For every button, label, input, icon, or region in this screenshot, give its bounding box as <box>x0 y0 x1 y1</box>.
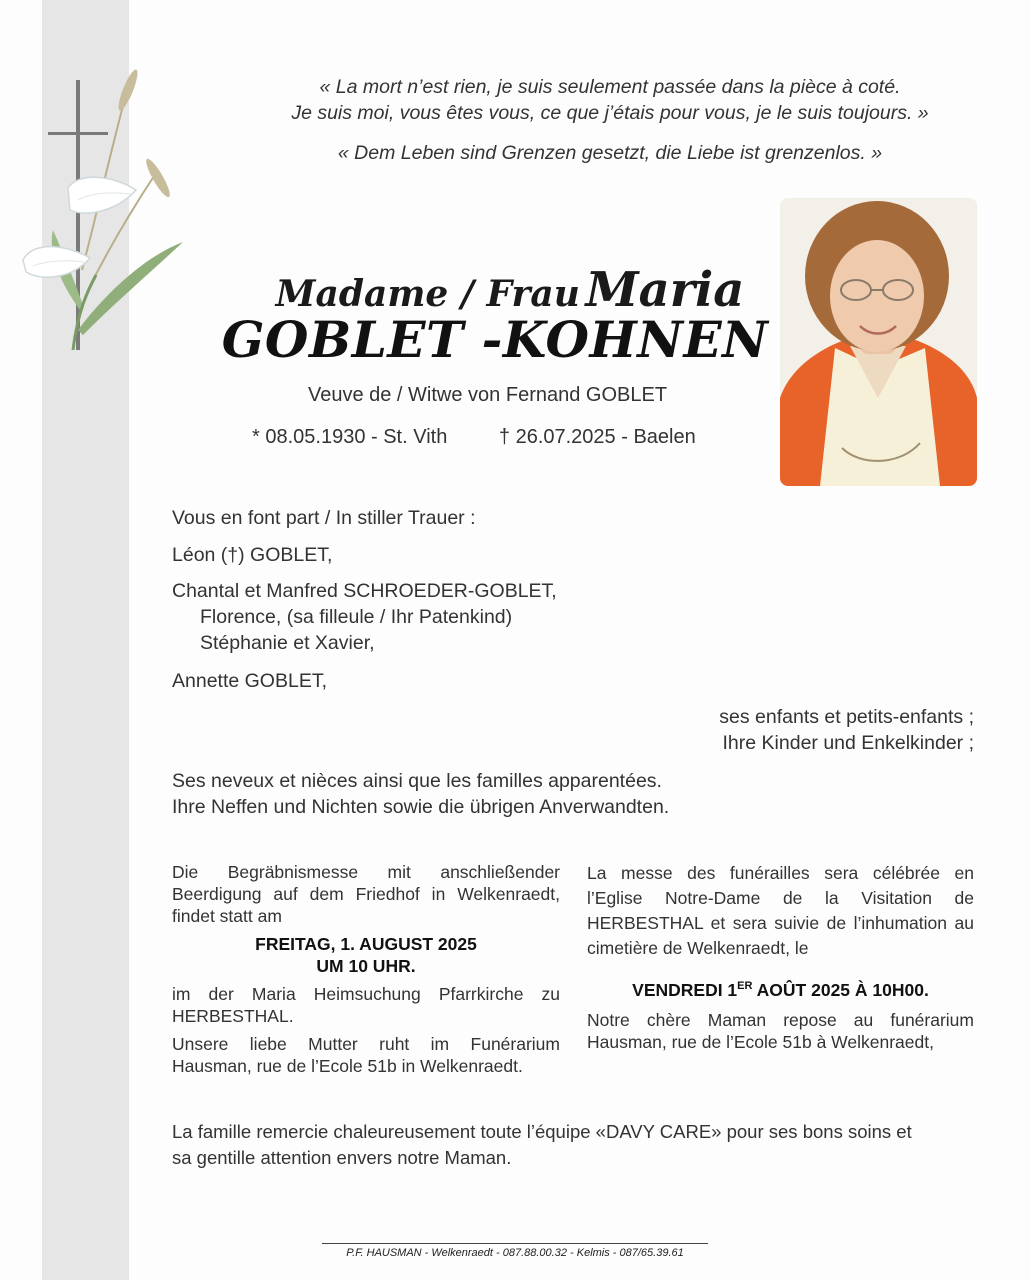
german-column <box>172 861 560 1077</box>
french-service-text: La messe des funérailles sera célébrée en l’Eglise Notre-Dame de la Visitation de HERBESTHAL et sera suivie de l’inhumation au cimetière de Welkenraedt, le <box>587 863 974 958</box>
french-service-date <box>587 975 974 1001</box>
portrait-photo <box>780 198 977 486</box>
french-funerarium-text: Notre chère Maman repose au funérarium Hausman, rue de l’Ecole 51b à Welkenraedt, <box>587 1009 974 1052</box>
children-fr: ses enfants et petits-enfants ; <box>719 706 974 728</box>
widow-of: Veuve de / Witwe von Fernand GOBLET <box>307 384 668 406</box>
german-service-text: Die Begräbnismesse mit anschließender Beerdigung auf dem Friedhof in Welkenraedt, findet statt am <box>172 862 560 926</box>
german-church-text: im der Maria Heimsuchung Pfarrkirche zu HERBESTHAL. <box>172 984 560 1026</box>
family-line-annette: Annette GOBLET, <box>172 670 328 692</box>
french-date-superscript: ER <box>737 980 753 992</box>
relatives-de: Ihre Neffen und Nichten sowie die übrigen Anverwandten. <box>172 796 670 818</box>
german-date: FREITAG, 1. AUGUST 2025 <box>255 934 477 954</box>
family-line-leon: Léon (†) GOBLET, <box>172 544 333 566</box>
name-prefix: Madame / Frau <box>275 273 580 315</box>
family-line-stephanie: Stéphanie et Xavier, <box>200 632 375 654</box>
french-quote-line-1: « La mort n’est rien, je suis seulement passée dans la pièce à coté. <box>319 76 901 98</box>
french-quote-line-2: Je suis moi, vous êtes vous, ce que j’étais pour vous, je le suis toujours. » <box>291 102 929 124</box>
footer-divider <box>322 1243 708 1244</box>
german-quote: « Dem Leben sind Grenzen gesetzt, die Liebe ist grenzenlos. » <box>337 142 883 164</box>
life-dates <box>252 426 696 449</box>
children-de: Ihre Kinder und Enkelkinder ; <box>722 732 974 754</box>
german-service-date <box>172 933 560 977</box>
first-name: Maria <box>585 262 745 318</box>
birth-date: * 08.05.1930 - St. Vith <box>252 426 448 448</box>
french-quote <box>200 74 1020 126</box>
german-time: UM 10 UHR. <box>316 956 416 976</box>
thanks-line-2: sa gentille attention envers notre Maman. <box>172 1147 512 1168</box>
family-line-chantal: Chantal et Manfred SCHROEDER-GOBLET, <box>172 580 557 602</box>
family-intro: Vous en font part / In stiller Trauer : <box>172 507 476 529</box>
french-date-part-2: AOÛT 2025 À 10H00. <box>752 979 929 1000</box>
cross-lily-icon <box>18 60 193 360</box>
family-line-florence: Florence, (sa filleule / Ihr Patenkind) <box>200 606 513 628</box>
french-column <box>587 861 974 1053</box>
footer-contact: P.F. HAUSMAN - Welkenraedt - 087.88.00.32 - Kelmis - 087/65.39.61 <box>346 1247 684 1259</box>
surname: GOBLET -KOHNEN <box>221 310 769 369</box>
relatives-fr: Ses neveux et nièces ainsi que les familles apparentées. <box>172 770 662 792</box>
death-date: † 26.07.2025 - Baelen <box>498 426 696 448</box>
german-funerarium-text: Unsere liebe Mutter ruht im Funérarium Hausman, rue de l’Ecole 51b in Welkenraedt. <box>172 1034 560 1076</box>
french-date-part-1: VENDREDI 1 <box>632 979 738 1000</box>
thanks-line-1: La famille remercie chaleureusement toute l’équipe «DAVY CARE» pour ses bons soins et <box>172 1121 912 1142</box>
